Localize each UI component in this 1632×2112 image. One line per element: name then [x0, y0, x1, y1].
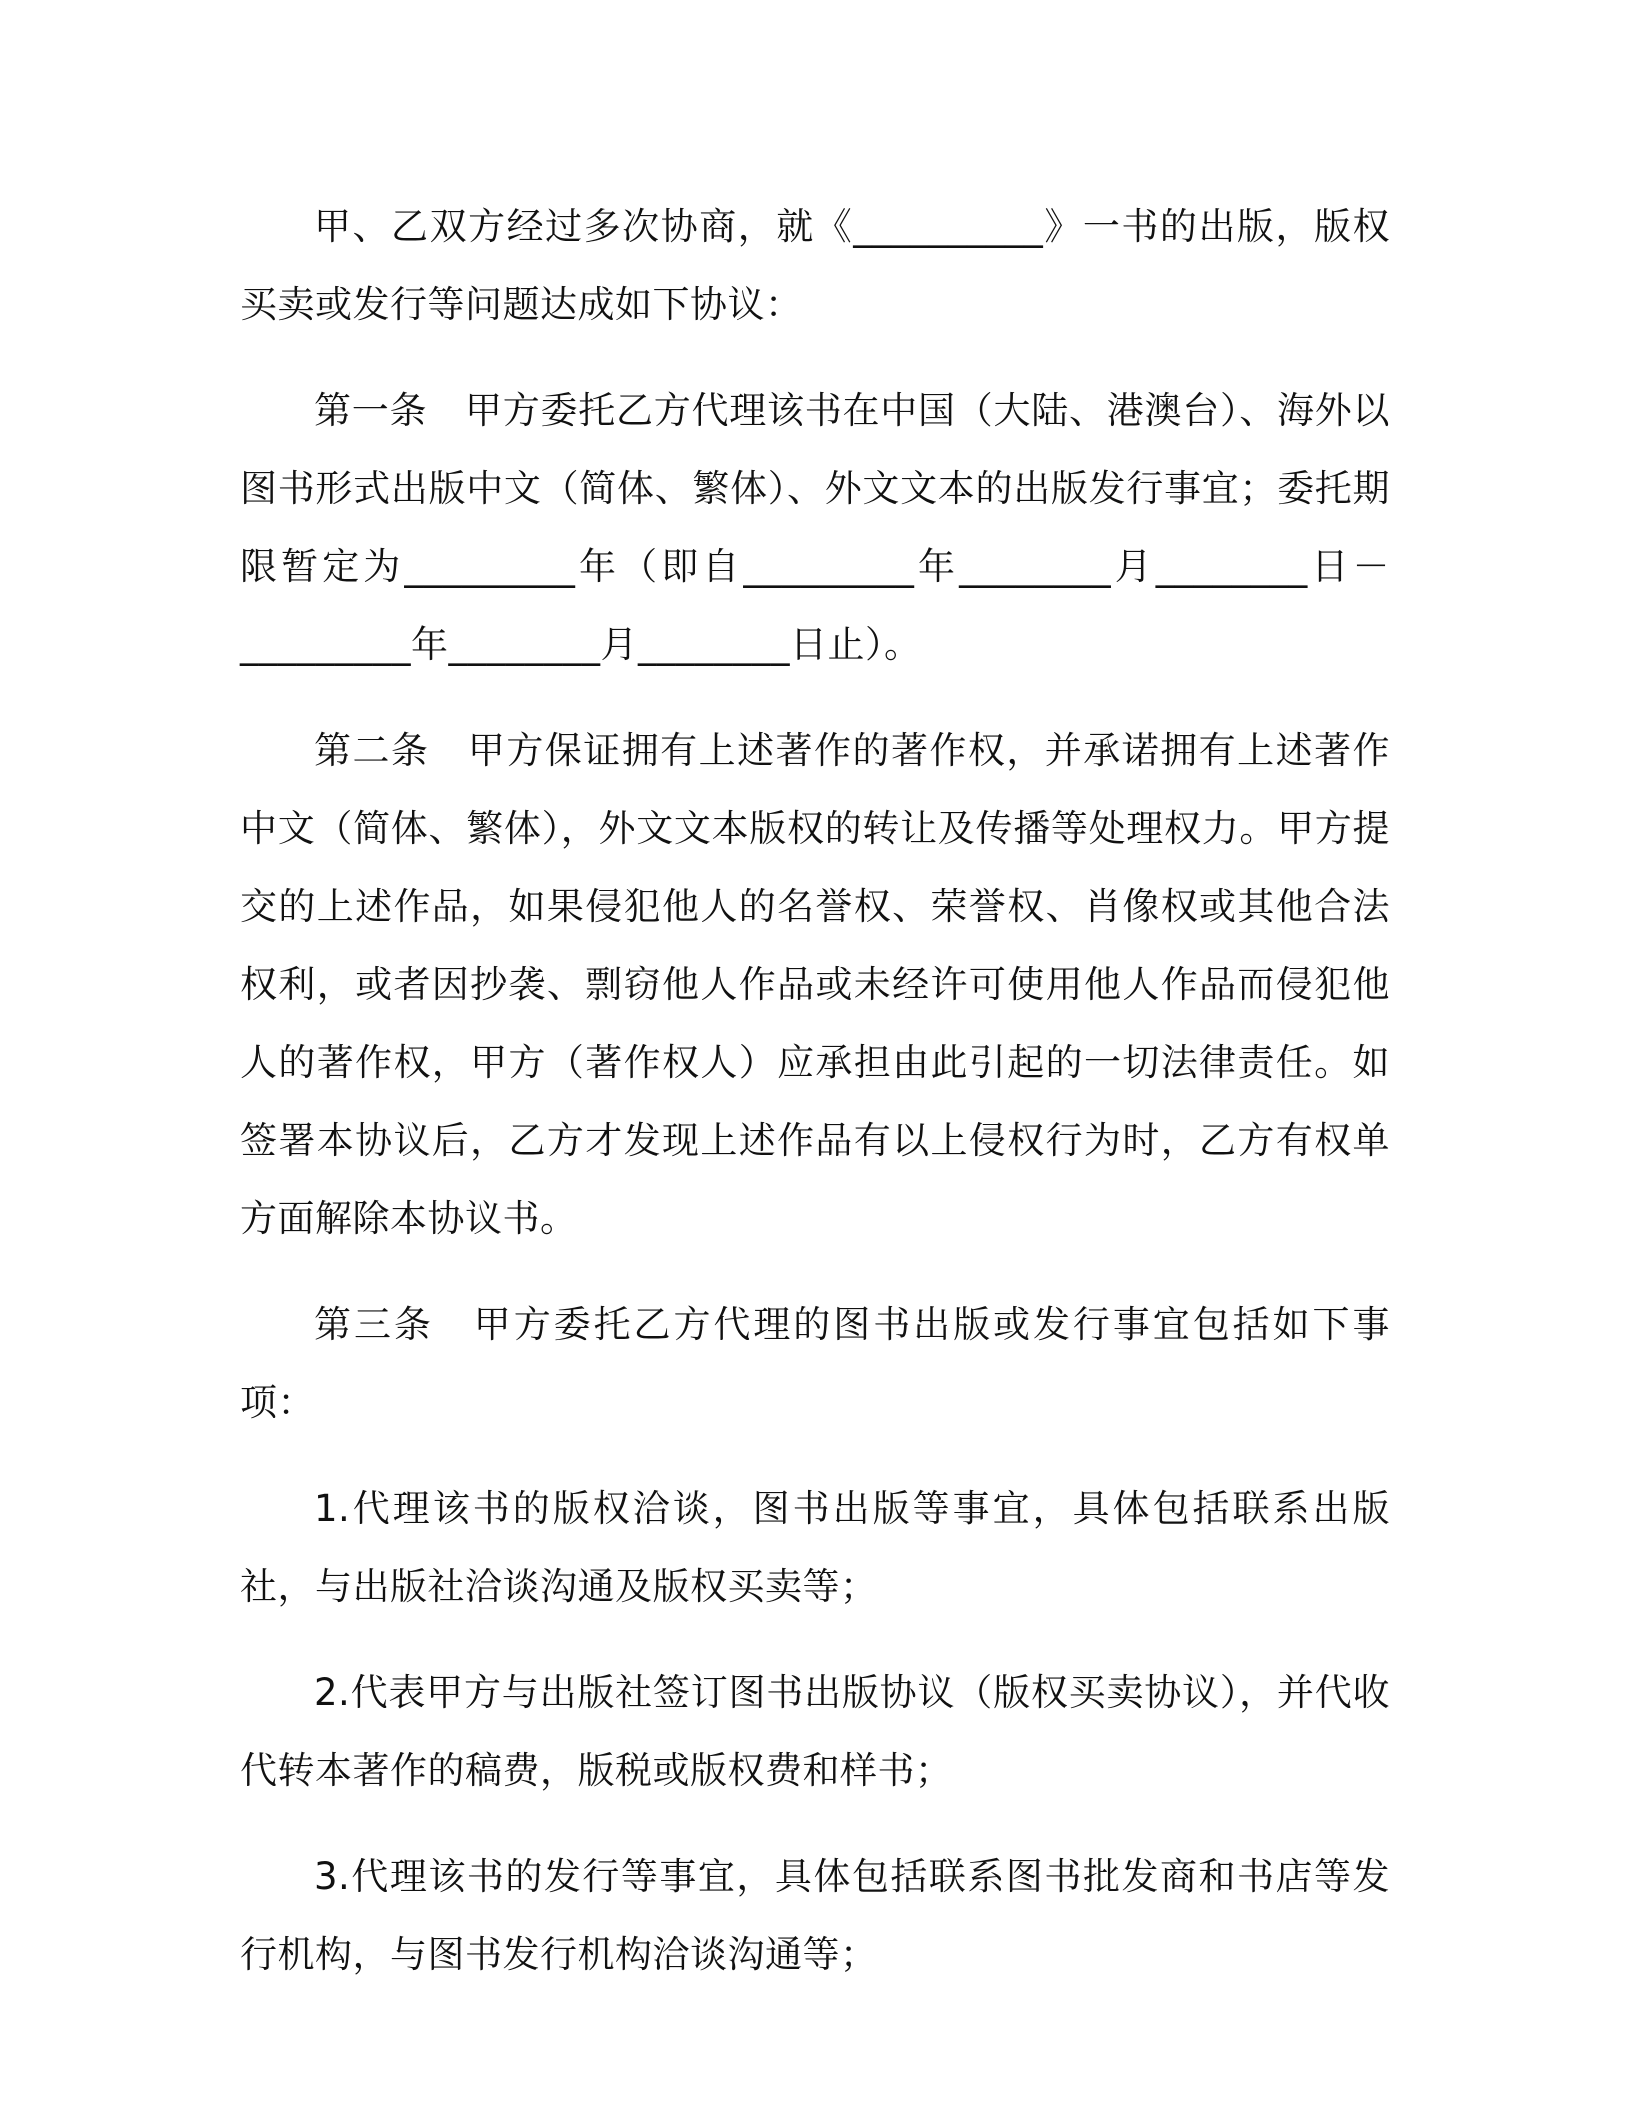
item-3-paragraph: 3.代理该书的发行等事宜，具体包括联系图书批发商和书店等发行机构，与图书发行机构洽谈沟通等； — [240, 1855, 1390, 1976]
article-3-paragraph: 第三条 甲方委托乙方代理的图书出版或发行事宜包括如下事项： — [240, 1303, 1390, 1424]
article-1-paragraph: 第一条 甲方委托乙方代理该书在中国（大陆、港澳台）、海外以图书形式出版中文（简体、繁体）、外文文本的出版发行事宜；委托期限暂定为_________年（即自_________年________月________日－_________年________月________日止）。 — [240, 389, 1390, 666]
item-1-paragraph: 1.代理该书的版权洽谈，图书出版等事宜，具体包括联系出版社，与出版社洽谈沟通及版权买卖等； — [240, 1487, 1390, 1608]
document-body — [240, 188, 1390, 1994]
article-2-paragraph: 第二条 甲方保证拥有上述著作的著作权，并承诺拥有上述著作中文（简体、繁体），外文文本版权的转让及传播等处理权力。甲方提交的上述作品，如果侵犯他人的名誉权、荣誉权、肖像权或其他合法权利，或者因抄袭、剽窃他人作品或未经许可使用他人作品而侵犯他人的著作权，甲方（著作权人）应承担由此引起的一切法律责任。如签署本协议后，乙方才发现上述作品有以上侵权行为时，乙方有权单方面解除本协议书。 — [240, 729, 1390, 1240]
intro-paragraph: 甲、乙双方经过多次协商，就《__________》一书的出版，版权买卖或发行等问题达成如下协议： — [240, 205, 1390, 326]
item-2-paragraph: 2.代表甲方与出版社签订图书出版协议（版权买卖协议），并代收代转本著作的稿费，版税或版权费和样书； — [240, 1671, 1390, 1792]
